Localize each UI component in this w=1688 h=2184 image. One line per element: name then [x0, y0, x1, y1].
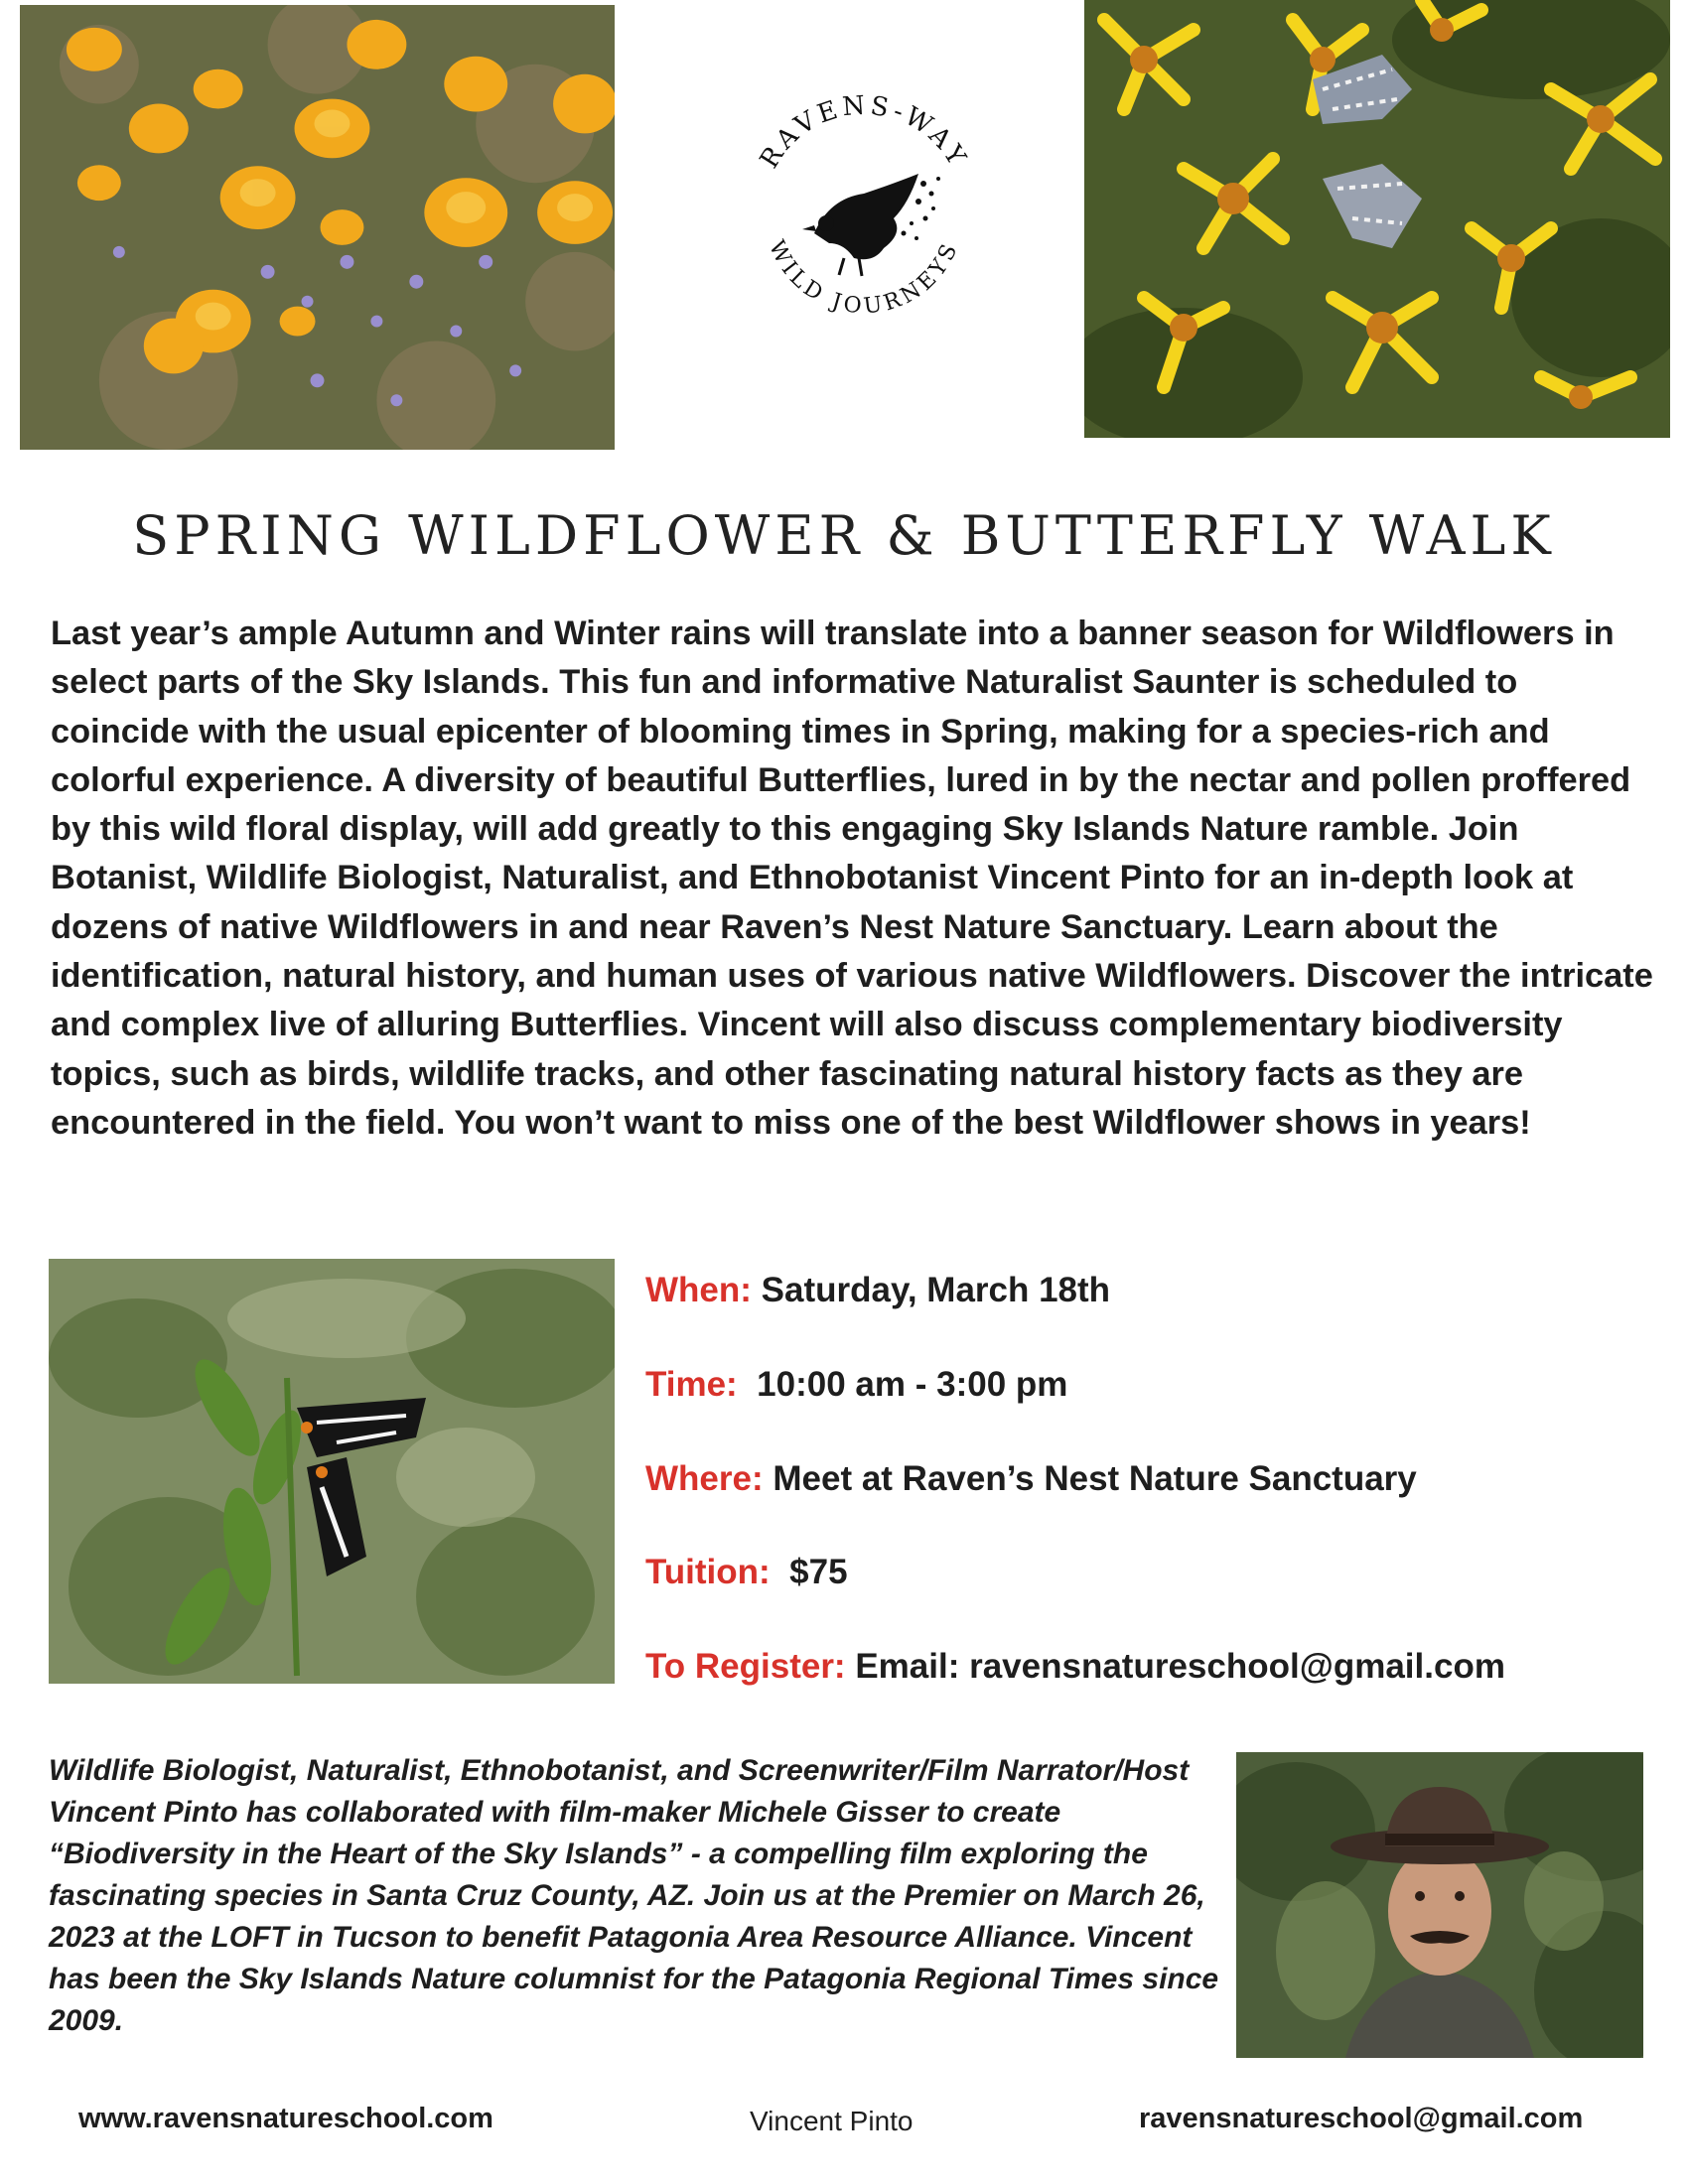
poppies-photo — [20, 5, 615, 450]
instructor-portrait-photo — [1236, 1752, 1643, 2058]
detail-value: Email: ravensnatureschool@gmail.com — [855, 1647, 1505, 1686]
detail-value: Saturday, March 18th — [761, 1271, 1111, 1309]
detail-label: To Register: — [645, 1647, 846, 1686]
detail-label: Tuition: — [645, 1553, 771, 1591]
mating-butterflies-photo — [49, 1259, 615, 1684]
detail-value: 10:00 am - 3:00 pm — [757, 1365, 1068, 1404]
event-title: SPRING WILDFLOWER & BUTTERFLY WALK — [132, 504, 1556, 567]
ravens-way-logo — [735, 84, 993, 342]
detail-where — [645, 1459, 1417, 1499]
detail-label: When: — [645, 1271, 752, 1309]
butterflies-on-flowers-photo — [1084, 0, 1670, 438]
logo-top-text: RAVENS-WAY — [754, 90, 974, 175]
event-description: Last year’s ample Autumn and Winter rains will translate into a banner season for Wildflowers in select parts of the Sky Islands. This fun and informative Naturalist Saunter is scheduled to coincide with the usual epicenter of blooming times in Spring, making for a species-rich and colorful experience. A diversity of beautiful Butterflies, lured in by the nectar and pollen proffered by this wild floral display, will add greatly to this engaging Sky Islands Nature ramble. Join Botanist, Wildlife Biologist, Naturalist, and Ethnobotanist Vincent Pinto for an in-depth look at dozens of native Wildflowers in and near Raven’s Nest Nature Sanctuary. Learn about the identification, natural history, and human uses of various native Wildflowers. Discover the intricate and complex live of alluring Butterflies. Vincent will also discuss complementary biodiversity topics, such as birds, wildlife tracks, and other fascinating natural history facts as they are encountered in the field. You won’t want to miss one of the best Wildflower shows in years! — [51, 614, 1653, 1142]
detail-label: Where: — [645, 1459, 764, 1498]
detail-when — [645, 1271, 1110, 1310]
raven-icon — [802, 174, 940, 276]
detail-time — [645, 1365, 1067, 1405]
instructor-bio: Wildlife Biologist, Naturalist, Ethnobotanist, and Screenwriter/Film Narrator/Host Vincent Pinto has collaborated with film-maker Michele Gisser to create “Biodiversity in the Heart of the Sky Islands” - a compelling film exploring the fascinating species in Santa Cruz County, AZ. Join us at the Premier on March 26, 2023 at the LOFT in Tucson to benefit Patagonia Area Resource Alliance. Vincent has been the Sky Islands Nature columnist for the Patagonia Regional Times since 2009. — [49, 1754, 1219, 2037]
footer-website-link[interactable]: www.ravensnatureschool.com — [78, 2103, 493, 2134]
detail-label: Time: — [645, 1365, 738, 1404]
footer-name: Vincent Pinto — [750, 2106, 914, 2136]
logo-bottom-text: WILD JOURNEYS — [763, 236, 964, 320]
detail-register — [645, 1647, 1505, 1687]
detail-value: $75 — [789, 1553, 848, 1591]
detail-tuition — [645, 1553, 848, 1592]
footer-email-link[interactable]: ravensnatureschool@gmail.com — [1139, 2103, 1584, 2134]
detail-value: Meet at Raven’s Nest Nature Sanctuary — [773, 1459, 1417, 1498]
